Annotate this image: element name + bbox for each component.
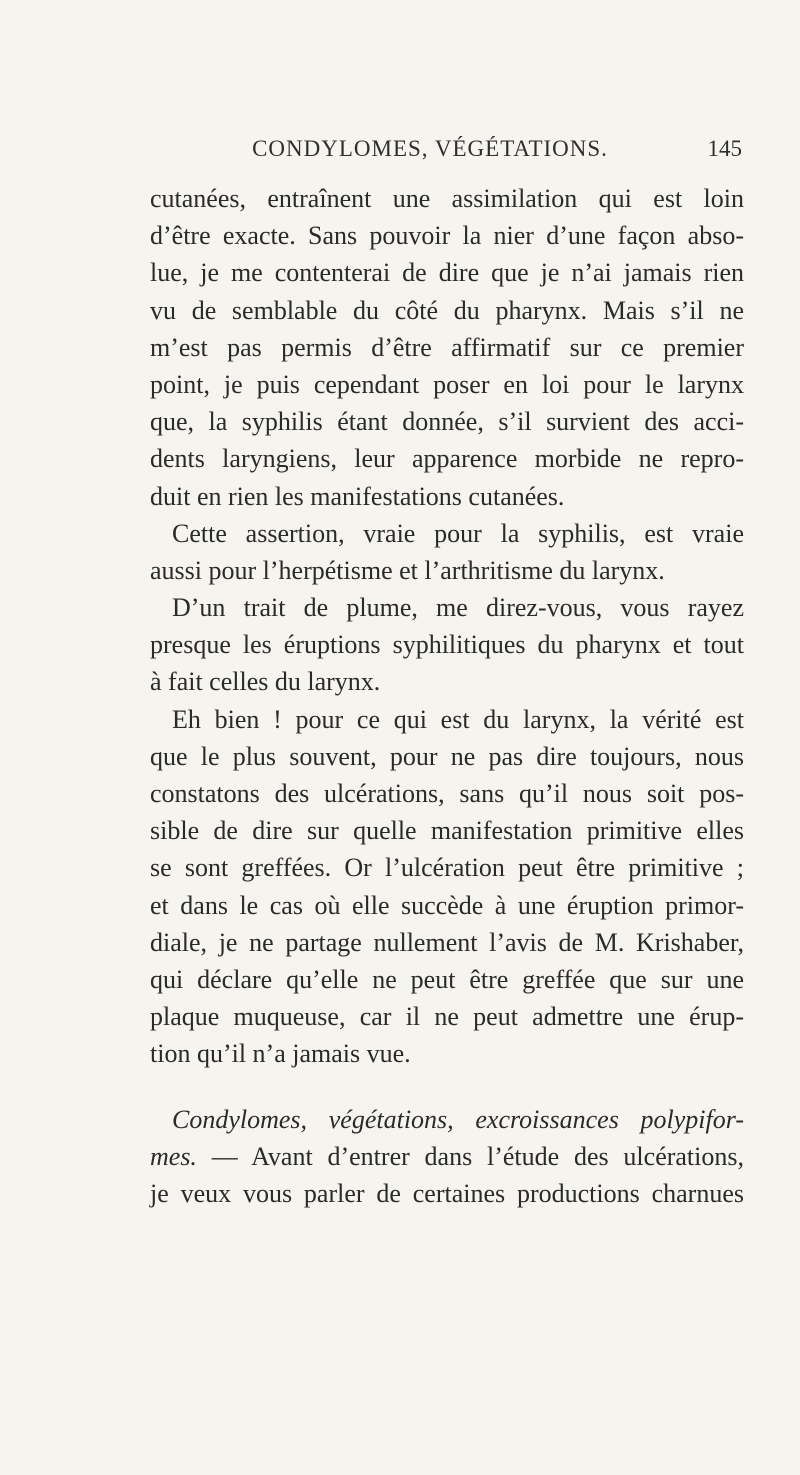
text-line: constatons des ulcérations, sans qu’il nous soit pos-: [150, 779, 744, 808]
text-line: dents laryngiens, leur apparence morbide ne repro-: [150, 444, 744, 474]
text-line: et dans le cas où elle succède à une éruption primor-: [150, 890, 744, 920]
text-line: tion qu’il n’a jamais vue.: [150, 1039, 411, 1069]
text-line: aussi pour l’herpétisme et l’arthritisme du larynx.: [150, 555, 665, 585]
body-text: [150, 180, 744, 1212]
text-line: que, la syphilis étant donnée, s’il survient des acci-: [150, 407, 744, 437]
text-line: m’est pas permis d’être affirmatif sur ce premier: [150, 332, 744, 362]
text-line: diale, je ne partage nullement l’avis de M. Krishaber,: [150, 927, 744, 957]
text-line: Eh bien ! pour ce qui est du larynx, la vérité est: [172, 704, 744, 734]
text-line: lue, je me contenterai de dire que je n’ai jamais rien: [150, 258, 744, 288]
running-title: CONDYLOMES, VÉGÉTATIONS.: [252, 136, 608, 161]
text-line: plaque muqueuse, car il ne peut admettre une érup-: [150, 1002, 744, 1032]
text-line: à fait celles du larynx.: [150, 667, 381, 697]
text-line: d’être exacte. Sans pouvoir la nier d’une façon abso-: [150, 221, 744, 251]
section-heading-end: mes.: [150, 1141, 197, 1171]
text-line: je veux vous parler de certaines productions charnues: [150, 1178, 744, 1208]
text-line: duit en rien les manifestations cutanées.: [150, 481, 565, 511]
text-line: [150, 1138, 744, 1175]
text-line: que le plus souvent, pour ne pas dire toujours, nous: [150, 741, 744, 771]
text-line: presque les éruptions syphilitiques du pharynx et tout: [150, 630, 744, 660]
text-line: point, je puis cependant poser en loi pour le larynx: [150, 369, 744, 399]
page-number: 145: [707, 136, 742, 161]
text-line: qui déclare qu’elle ne peut être greffée que sur une: [150, 964, 744, 994]
text-line: D’un trait de plume, me direz-vous, vous rayez: [172, 593, 744, 623]
section-heading-line: [150, 1101, 744, 1138]
text-fragment: — Avant d’entrer dans l’étude des ulcérations,: [196, 1141, 744, 1171]
running-head: [160, 136, 742, 172]
text-line: sible de dire sur quelle manifestation primitive elles: [150, 816, 744, 846]
text-line: se sont greffées. Or l’ulcération peut être primitive ;: [150, 853, 744, 883]
text-line: cutanées, entraînent une assimilation qui est loin: [150, 184, 744, 213]
section-heading: Condylomes, végétations, excroissances polypifor-: [172, 1104, 744, 1134]
text-line: vu de semblable du côté du pharynx. Mais s’il ne: [150, 295, 744, 325]
text-line: Cette assertion, vraie pour la syphilis, est vraie: [172, 518, 744, 548]
